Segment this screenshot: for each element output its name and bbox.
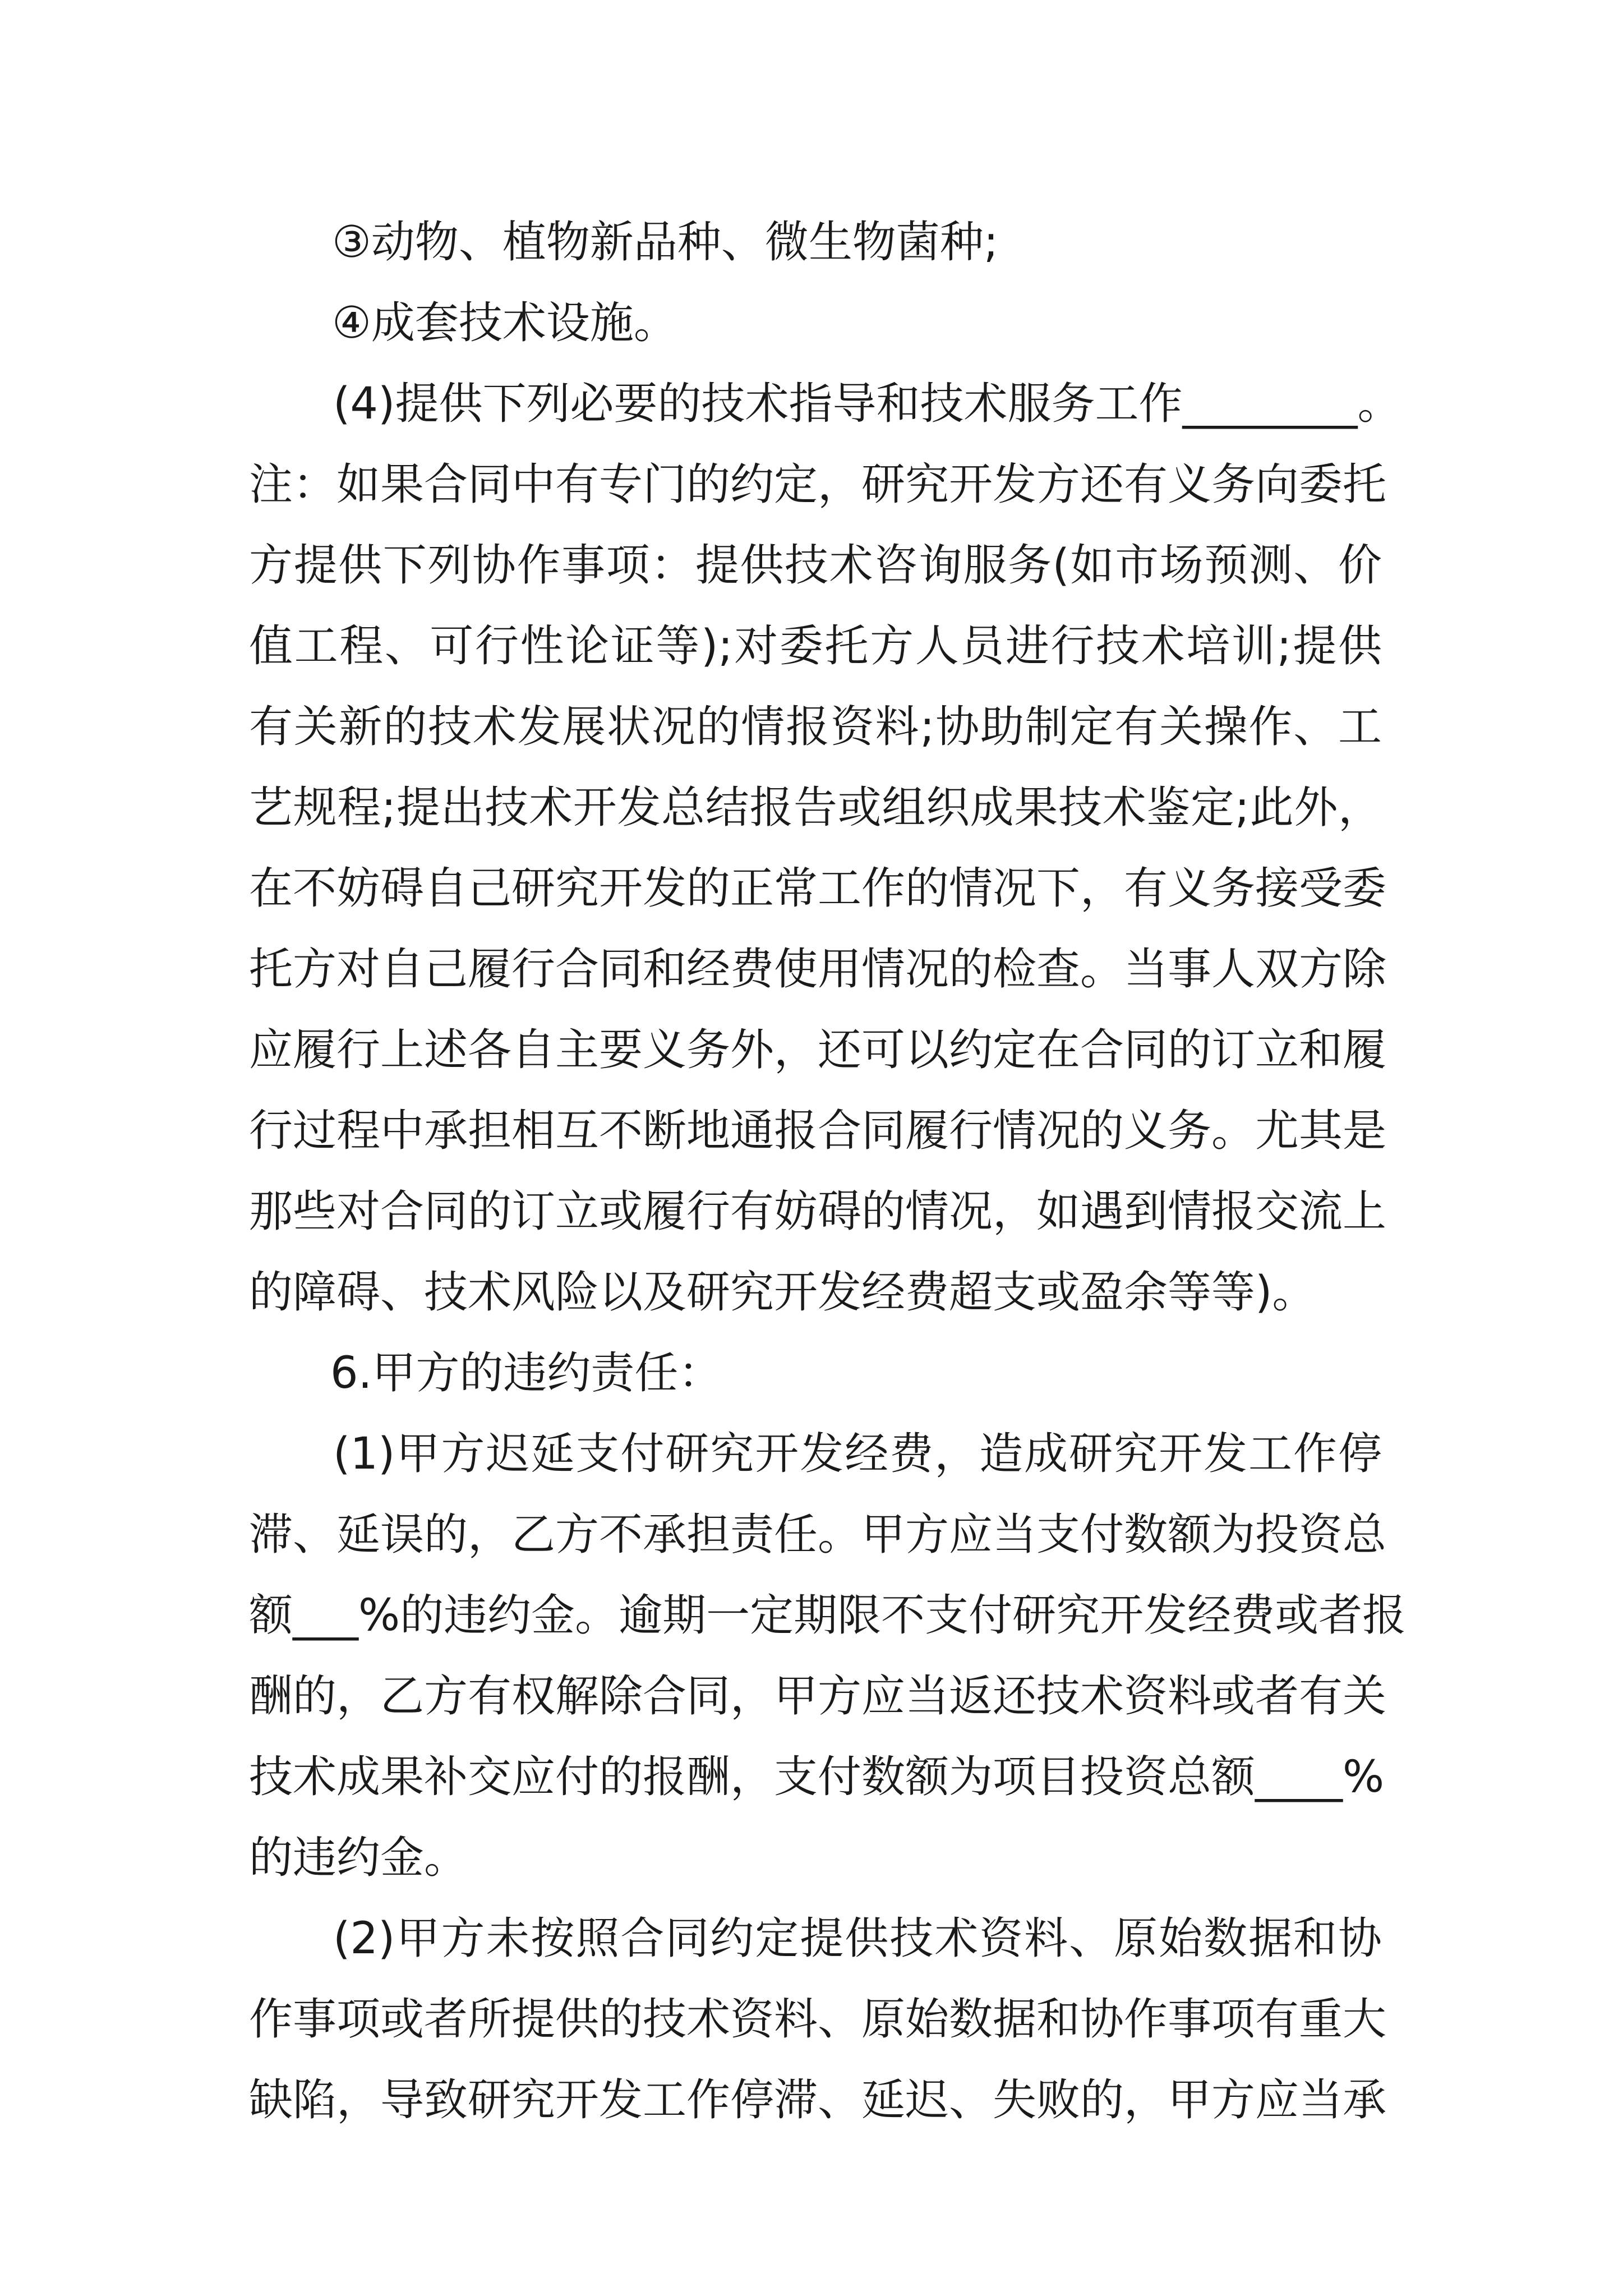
paragraph-line: 技术成果补交应付的报酬，支付数额为项目投资总额____% [249,1752,1385,1802]
paragraph-line: 额___%的违约金。逾期一定期限不支付研究开发经费或者报 [249,1590,1407,1641]
clause-1-start: (1)甲方迟延支付研究开发经费，造成研究开发工作停 [333,1429,1382,1479]
clause-2-start: (2)甲方未按照合同约定提供技术资料、原始数据和协 [333,1913,1382,1964]
document-body [249,202,1407,2141]
paragraph-line: 缺陷，导致研究开发工作停滞、延迟、失败的，甲方应当承 [249,2075,1387,2125]
paragraph-line: 滞、延误的，乙方不承担责任。甲方应当支付数额为投资总 [249,1510,1387,1560]
paragraph-line: 行过程中承担相互不断地通报合同履行情况的义务。尤其是 [249,1106,1387,1156]
paragraph-line: 在不妨碍自己研究开发的正常工作的情况下，有义务接受委 [249,863,1387,914]
paragraph-line: 那些对合同的订立或履行有妨碍的情况，如遇到情报交流上 [249,1186,1387,1237]
paragraph-line: 应履行上述各自主要义务外，还可以约定在合同的订立和履 [249,1025,1387,1075]
paragraph-line: 方提供下列协作事项：提供技术咨询服务(如市场预测、价 [249,540,1382,591]
paragraph-line: 作事项或者所提供的技术资料、原始数据和协作事项有重大 [249,1994,1387,2045]
paragraph-line: 艺规程;提出技术开发总结报告或组织成果技术鉴定;此外， [249,783,1382,833]
paragraph-line: 的违约金。 [249,1833,468,1883]
paragraph-line: 有关新的技术发展状况的情报资料;协助制定有关操作、工 [249,702,1382,752]
paragraph-line: 托方对自己履行合同和经费使用情况的检查。当事人双方除 [249,944,1387,995]
paragraph-line: 注：如果合同中有专门的约定，研究开发方还有义务向委托 [249,459,1387,510]
paragraph-line: 的障碍、技术风险以及研究开发经费超支或盈余等等)。 [249,1267,1316,1318]
section-heading-party-a-liability: 6.甲方的违约责任： [330,1348,722,1398]
paragraph-line: 酬的，乙方有权解除合同，甲方应当返还技术资料或者有关 [249,1671,1387,1722]
paragraph-line: 值工程、可行性论证等);对委托方人员进行技术培训;提供 [249,621,1382,671]
list-item-animal-plant-varieties: ③动物、植物新品种、微生物菌种; [332,217,999,268]
list-item-complete-facilities: ④成套技术设施。 [332,298,677,348]
clause-4-technical-guidance: (4)提供下列必要的技术指导和技术服务工作________。 [333,379,1401,429]
